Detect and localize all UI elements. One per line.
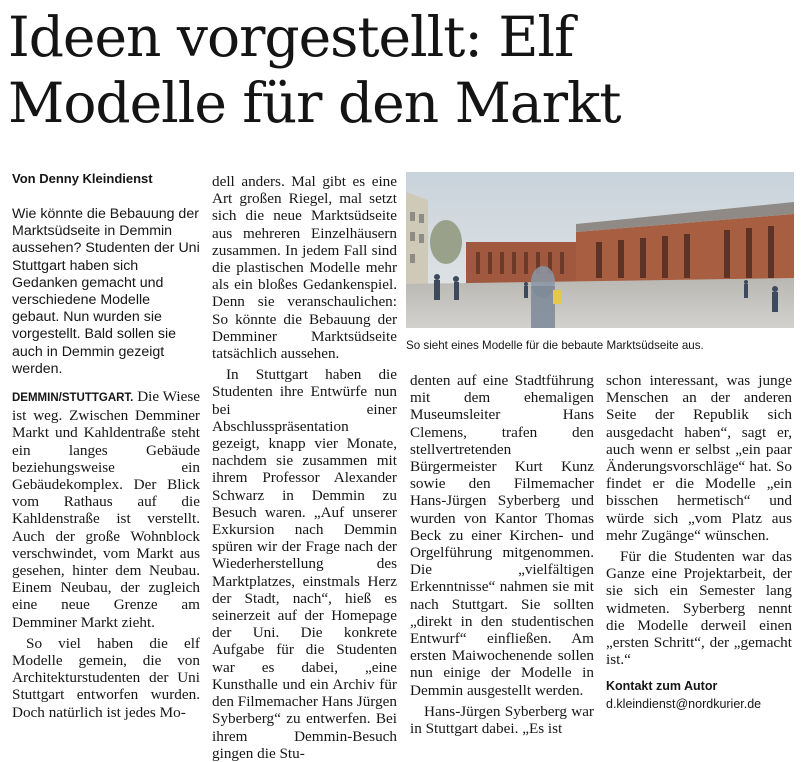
contact-title: Kontakt zum Autor [606,679,718,694]
lead-paragraph: Wie könnte die Bebauung der Marktsüdseite in Demmin aussehen? Studenten der Uni Stuttgart haben sich Gedanken gemacht und verschiedene Modelle gebaut. Nun wurden sie vorgestellt. Bald sollen sie auch in Demmin gezeigt werden. [12,206,200,377]
article-paragraph: DEMMIN/STUTTGART. Die Wiese ist weg. Zwischen Demminer Markt und Kahldentraße steht ein langes Gebäude beziehungsweise ein Gebäudekomplex. Der Blick vom Rathaus auf die Kahldenstraße ist verstellt. Auch der große Wohnblock verschwindet, vom Markt aus gesehen, hinter dem Neubau. Einem Neubau, der zugleich eine neue Grenze am Demminer Markt zieht. [12,388,200,631]
building-model-photo [406,172,794,328]
article-column-3 [410,372,594,737]
article-column-4 [606,372,792,713]
article-paragraph: Hans-Jürgen Syberberg war in Stuttgart dabei. „Es ist [410,702,594,738]
article-paragraph: schon interessant, was junge Menschen an der anderen Seite der Republik sich ausgedacht haben“, sagt er, auch wenn er selbst „ein paar Änderungsvorschläge“ hat. So findet er die Modelle „ein bisschen hermetisch“ und würde sich „vom Platz aus mehr Zugänge“ wünschen. [606,372,792,544]
article-column-1 [12,388,200,721]
article-column-2 [212,173,397,762]
headline: Ideen vorgestellt: Elf Modelle für den Markt [8,5,621,135]
article-paragraph: Für die Studenten war das Ganze eine Projektarbeit, der sie sich ein Semester lang widmeten. Syberberg nennt die Modelle derweil einen „ersten Schritt“, der „gemacht ist.“ [606,548,792,669]
article-paragraph: So viel haben die elf Modelle gemein, die von Architekturstudenten der Uni Stuttgart entworfen wurden. Doch natürlich ist jedes Mo- [12,634,200,721]
article-paragraph: dell anders. Mal gibt es eine Art großen Riegel, mal setzt sich die neue Marktsüdseite aus mehreren Einzelhäusern zusammen. In jedem Fall sind die plastischen Modelle mehr als ein bloßes Gedankenspiel. Denn sie veranschaulichen: So könnte die Bebauung der Demminer Marktsüdseite tatsächlich aussehen. [212,173,397,363]
article-paragraph: In Stuttgart haben die Studenten ihre Entwürfe nun bei einer Abschlusspräsentation gezeigt, knapp vier Monate, nachdem sie zusammen mit ihrem Professor Alexander Schwarz in Demmin zu Besuch waren. „Auf unserer Exkursion nach Demmin spüren wir der Frage nach der Wiederherstellung des Marktplatzes, einstmals Herz der Stadt, nach“, hieß es seinerzeit auf der Homepage der Uni. Die konkrete Aufgabe für die Studenten war es dabei, „eine Kunsthalle und ein Archiv für den Filmemacher Hans Jürgen Syberberg“ zu entwerfen. Bei ihrem Demmin-Besuch gingen die Stu- [212,366,397,762]
dateline: DEMMIN/STUTTGART. [12,392,134,404]
contact-email[interactable]: d.kleindienst@nordkurier.de [606,696,762,711]
article-paragraph: denten auf eine Stadtführung mit dem ehemaligen Museumsleiter Hans Clemens, trafen den stellvertretenden Bürgermeister Kurt Kunz sowie den Filmemacher Hans-Jürgen Syberberg und wurden von Kantor Thomas Beck zu einer Kirchen- und Orgelführung mitgenommen. Die „vielfältigen Erkenntnisse“ nahmen sie mit nach Stuttgart. Sie sollten „direkt in den studentischen Entwurf“ einfließen. Am ersten Maiwochenende sollen nun einige der Modelle in Demmin ausgestellt werden. [410,372,594,699]
photo-caption: So sieht eines Modelle für die bebaute Marktsüdseite aus. [406,339,704,352]
byline: Von Denny Kleindienst [12,171,153,186]
